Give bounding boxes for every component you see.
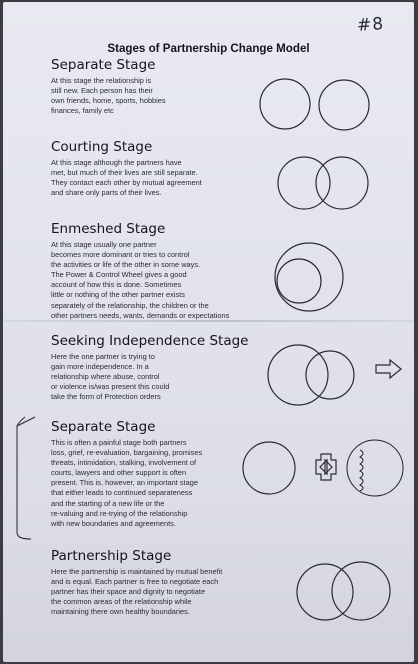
stage-description: Here the one partner is trying to gain more independence. In a relationship where abuse, control or violence is/was present this could take the form of Protection orders — [51, 352, 170, 402]
partner-circle-right — [319, 80, 369, 130]
arrow-right-head — [325, 460, 332, 474]
partner-circle-left — [260, 79, 310, 129]
hand-drawn-partner-circle — [347, 440, 403, 496]
document-title: Stages of Partnership Change Model — [107, 42, 310, 55]
document-page — [3, 2, 414, 662]
stage-diagrams — [3, 2, 414, 662]
stage-description: At this stage usually one partner becomes more dominant or tries to control the activities or life of the other in some ways. The Power & Control Wheel gives a good account of how this is done. Sometimes little or nothing of the other partner exists separately of the relationship, the children or the other partners needs, wants, demands or expectations — [51, 240, 230, 320]
stage-heading: Enmeshed Stage — [51, 221, 166, 237]
separate-circles-diagram — [260, 79, 369, 130]
absorbed-partner-circle — [277, 259, 321, 303]
seeking-independence-circles-diagram — [268, 345, 401, 405]
stage-heading: Separate Stage — [51, 57, 156, 73]
enmeshed-circles-diagram — [275, 243, 343, 311]
stage-description: This is often a painful stage both partners loss, grief, re-evaluation, bargaining, promises threats, intimidation, stalking, involvement of courts, lawyers and other support is often present. This is, however, an important stage that either leads to continued separateness and the starting of a new life or the re-valuing and re-trying of the relationship with new boundaries and agreements. — [51, 438, 203, 528]
arrow-right-icon — [376, 360, 401, 378]
handwritten-bracket — [17, 417, 31, 539]
double-arrow-icon — [316, 454, 336, 480]
stage-description: At this stage the relationship is still new. Each person has their own friends, home, sports, hobbies finances, family etc — [51, 76, 166, 116]
stage-heading: Courting Stage — [51, 139, 153, 155]
arrow-left-head — [320, 460, 327, 474]
courting-circles-diagram — [278, 157, 368, 209]
stage-description: At this stage although the partners have met, but much of their lives are still separate. They contact each other by mutual agreement and share only parts of their lives. — [51, 158, 202, 198]
separate-painful-diagram — [17, 417, 403, 539]
partner-circle-right — [332, 562, 390, 620]
partner-circle-left — [297, 564, 353, 620]
stage-heading: Seeking Independence Stage — [51, 333, 249, 349]
stage-heading: Separate Stage — [51, 419, 156, 435]
scribbled-boundary-line — [360, 450, 363, 491]
partnership-circles-diagram — [297, 562, 390, 620]
stage-description: Here the partnership is maintained by mutual benefit and is equal. Each partner is free to negotiate each partner has their space and dignity to negotiate the common areas of the relationship while maintaining there own healthy boundaries. — [51, 567, 223, 617]
handwritten-page-number: #8 — [356, 14, 385, 36]
partner-circle-left — [243, 442, 295, 494]
partner-circle-right — [306, 351, 354, 399]
stage-heading: Partnership Stage — [51, 548, 172, 564]
partner-circle-right — [316, 157, 368, 209]
partner-circle-left — [278, 157, 330, 209]
